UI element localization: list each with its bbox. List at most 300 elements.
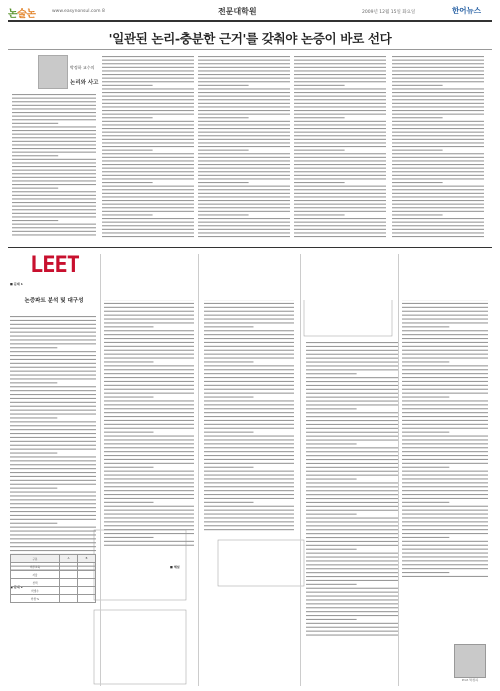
text-line — [392, 142, 484, 143]
text-line — [198, 135, 290, 136]
text-line — [198, 171, 290, 172]
text-line — [402, 455, 488, 456]
text-line — [12, 202, 96, 203]
text-line — [104, 510, 194, 511]
table-cell: 의무교육 — [11, 563, 60, 571]
table-cell: 학생수 — [11, 587, 60, 595]
text-line — [402, 315, 488, 316]
text-line — [402, 463, 488, 464]
text-line — [10, 371, 96, 372]
text-line — [402, 319, 488, 320]
text-line — [204, 361, 254, 362]
table-cell — [78, 563, 96, 571]
text-line — [294, 193, 386, 194]
text-line — [294, 204, 386, 205]
headline-rule — [8, 49, 492, 50]
text-line — [306, 603, 398, 604]
text-line — [306, 432, 398, 433]
text-line — [102, 218, 194, 219]
text-line — [10, 324, 96, 325]
text-line — [102, 81, 194, 82]
text-line — [102, 99, 194, 100]
text-line — [204, 467, 254, 468]
text-line — [104, 358, 194, 359]
text-line — [102, 204, 194, 205]
text-line — [12, 188, 58, 189]
column-rule — [300, 254, 301, 686]
text-line — [402, 408, 488, 409]
text-line — [12, 180, 96, 181]
text-line — [204, 393, 294, 394]
text-line — [402, 564, 488, 565]
text-line — [294, 211, 386, 212]
text-line — [104, 322, 194, 323]
text-line — [392, 189, 484, 190]
text-line — [402, 358, 488, 359]
text-line — [104, 478, 194, 479]
text-line — [10, 359, 96, 360]
text-line — [102, 189, 194, 190]
text-line — [204, 439, 294, 440]
text-line — [10, 488, 57, 489]
text-line — [306, 506, 398, 507]
text-line — [12, 148, 96, 149]
text-line — [104, 459, 194, 460]
text-line — [402, 549, 488, 550]
text-line — [204, 420, 294, 421]
text-line — [198, 150, 249, 151]
text-line — [102, 207, 194, 208]
brand-logo[interactable] — [8, 5, 50, 20]
text-line — [306, 354, 398, 355]
text-line — [104, 404, 194, 405]
text-line — [294, 157, 386, 158]
text-line — [306, 549, 357, 550]
text-line — [392, 204, 484, 205]
text-line — [392, 186, 484, 187]
text-line — [198, 56, 290, 57]
text-line — [402, 510, 488, 511]
text-line — [10, 445, 96, 446]
text-line — [392, 193, 484, 194]
text-line — [402, 439, 488, 440]
table-cell — [60, 579, 78, 587]
text-line — [402, 541, 488, 542]
text-line — [392, 171, 484, 172]
text-line — [204, 303, 294, 304]
text-line — [204, 322, 294, 323]
text-line — [104, 428, 194, 429]
text-line — [306, 568, 398, 569]
text-line — [198, 229, 290, 230]
text-line — [402, 307, 488, 308]
text-line — [204, 428, 294, 429]
text-line — [198, 182, 249, 183]
text-line — [306, 482, 398, 483]
text-line — [104, 385, 194, 386]
text-line — [402, 361, 449, 362]
text-line — [204, 490, 294, 491]
text-line — [294, 85, 345, 86]
text-line — [198, 200, 290, 201]
text-line — [198, 222, 290, 223]
problem2-label: ■ 문제 2 — [10, 585, 23, 589]
text-line — [12, 173, 96, 174]
text-line — [12, 112, 96, 113]
text-line — [12, 152, 96, 153]
text-line — [198, 92, 290, 93]
text-line — [10, 527, 96, 528]
text-line — [294, 200, 386, 201]
text-line — [402, 451, 488, 452]
text-line — [204, 447, 294, 448]
text-line — [204, 506, 294, 507]
text-line — [294, 81, 386, 82]
table-cell — [60, 595, 78, 603]
text-line — [294, 175, 386, 176]
text-line — [10, 336, 96, 337]
text-line — [306, 377, 398, 378]
text-line — [392, 70, 484, 71]
text-line — [12, 162, 96, 163]
text-line — [306, 510, 398, 511]
text-line — [306, 580, 398, 581]
text-line — [104, 412, 194, 413]
table-header: A — [60, 555, 78, 563]
text-line — [104, 350, 194, 351]
text-line — [12, 101, 96, 102]
text-line — [402, 525, 488, 526]
text-line — [294, 128, 386, 129]
text-line — [306, 592, 398, 593]
text-line — [10, 398, 96, 399]
text-line — [204, 315, 294, 316]
text-line — [294, 225, 386, 226]
text-line — [294, 132, 386, 133]
text-line — [102, 103, 194, 104]
text-line — [10, 347, 57, 348]
text-line — [102, 60, 194, 61]
text-line — [10, 456, 96, 457]
table-cell — [78, 595, 96, 603]
text-line — [104, 365, 194, 366]
text-line — [204, 432, 254, 433]
text-line — [402, 428, 488, 429]
text-line — [104, 377, 194, 378]
text-line — [402, 377, 488, 378]
text-line — [402, 365, 488, 366]
text-line — [306, 584, 357, 585]
text-line — [10, 507, 96, 508]
site-url-text: www.easynonsul.com — [52, 9, 101, 14]
text-line — [104, 393, 194, 394]
text-line — [392, 139, 484, 140]
text-line — [12, 224, 96, 225]
text-line — [10, 378, 96, 379]
text-line — [198, 196, 290, 197]
site-url[interactable] — [52, 9, 105, 14]
text-line — [204, 346, 294, 347]
paper-logo: 한어뉴스 — [452, 6, 481, 15]
text-line — [198, 117, 249, 118]
text-line — [10, 484, 96, 485]
text-line — [104, 475, 194, 476]
text-line — [10, 460, 96, 461]
text-line — [102, 193, 194, 194]
table-cell — [60, 587, 78, 595]
text-line — [294, 88, 386, 89]
text-line — [204, 471, 294, 472]
text-line — [12, 220, 58, 221]
text-line — [402, 502, 449, 503]
data-table — [10, 554, 96, 603]
text-line — [204, 385, 294, 386]
text-line — [204, 342, 294, 343]
text-line — [204, 463, 294, 464]
text-line — [306, 486, 398, 487]
text-line — [204, 529, 294, 530]
text-line — [204, 514, 294, 515]
text-line — [102, 186, 194, 187]
text-line — [294, 218, 386, 219]
text-line — [306, 479, 357, 480]
text-line — [102, 196, 194, 197]
text-line — [10, 320, 96, 321]
text-line — [294, 236, 386, 237]
text-line — [392, 56, 484, 57]
text-line — [306, 623, 398, 624]
text-line — [10, 492, 96, 493]
text-line — [102, 110, 194, 111]
text-line — [104, 381, 194, 382]
text-line — [204, 377, 294, 378]
text-line — [10, 343, 96, 344]
text-line — [102, 182, 153, 183]
section-divider — [8, 247, 492, 248]
text-line — [306, 362, 398, 363]
text-line — [10, 328, 96, 329]
text-line — [306, 533, 398, 534]
text-line — [104, 502, 154, 503]
text-line — [198, 78, 290, 79]
text-line — [104, 494, 194, 495]
text-line — [10, 472, 96, 473]
text-line — [392, 124, 484, 125]
column-rule — [198, 254, 199, 686]
text-line — [198, 85, 249, 86]
text-line — [294, 171, 386, 172]
text-line — [294, 196, 386, 197]
text-line — [306, 385, 398, 386]
text-line — [104, 346, 194, 347]
text-line — [402, 467, 449, 468]
text-line — [102, 88, 194, 89]
text-line — [10, 355, 96, 356]
text-line — [12, 144, 96, 145]
article-headline: '일관된 논리-충분한 근거'를 갖춰야 논증이 바로 선다 — [108, 31, 392, 46]
text-line — [12, 177, 96, 178]
text-line — [306, 564, 398, 565]
table-row — [11, 595, 96, 603]
text-line — [294, 135, 386, 136]
text-line — [294, 153, 386, 154]
section-title: 전문대학원 — [218, 7, 257, 16]
text-line — [306, 576, 398, 577]
text-line — [392, 218, 484, 219]
text-line — [402, 560, 488, 561]
text-line — [10, 515, 96, 516]
text-line — [104, 319, 194, 320]
text-line — [294, 114, 386, 115]
text-line — [104, 326, 154, 327]
text-line — [204, 482, 294, 483]
author-name: 박정하 교수의 — [70, 65, 95, 70]
text-line — [392, 196, 484, 197]
text-line — [102, 211, 194, 212]
text-line — [402, 436, 488, 437]
text-line — [402, 553, 488, 554]
text-line — [12, 116, 96, 117]
text-line — [294, 164, 386, 165]
column-title: 논리와 사고 — [70, 80, 99, 86]
text-line — [402, 533, 488, 534]
text-line — [10, 464, 96, 465]
text-line — [102, 63, 194, 64]
text-line — [402, 400, 488, 401]
text-line — [12, 130, 96, 131]
text-line — [294, 67, 386, 68]
text-line — [198, 146, 290, 147]
text-line — [204, 455, 294, 456]
text-line — [204, 486, 294, 487]
text-line — [392, 207, 484, 208]
text-line — [104, 436, 194, 437]
text-line — [204, 373, 294, 374]
text-line — [402, 424, 488, 425]
text-line — [392, 96, 484, 97]
text-line — [306, 346, 398, 347]
text-line — [198, 114, 290, 115]
text-line — [104, 463, 194, 464]
text-line — [198, 106, 290, 107]
text-line — [402, 545, 488, 546]
text-line — [104, 443, 194, 444]
text-line — [10, 538, 96, 539]
text-line — [306, 607, 398, 608]
text-line — [204, 326, 254, 327]
text-line — [104, 521, 194, 522]
text-line — [102, 160, 194, 161]
text-line — [204, 459, 294, 460]
text-line — [104, 533, 194, 534]
text-line — [104, 439, 194, 440]
text-line — [402, 514, 488, 515]
text-line — [12, 159, 96, 160]
text-line — [104, 354, 194, 355]
text-line — [198, 88, 290, 89]
text-line — [102, 168, 194, 169]
text-line — [104, 545, 194, 546]
text-line — [204, 436, 294, 437]
text-line — [10, 339, 96, 340]
text-line — [392, 160, 484, 161]
text-line — [12, 155, 58, 156]
text-line — [104, 471, 194, 472]
text-line — [10, 367, 96, 368]
text-line — [306, 451, 398, 452]
text-line — [392, 164, 484, 165]
text-line — [104, 330, 194, 331]
author-caption: Prof. 박정하 — [461, 678, 479, 682]
text-line — [402, 381, 488, 382]
table-row — [11, 579, 96, 587]
text-line — [102, 74, 194, 75]
text-line — [402, 432, 449, 433]
text-line — [12, 206, 96, 207]
text-line — [402, 322, 488, 323]
text-line — [104, 467, 154, 468]
text-line — [12, 209, 96, 210]
text-line — [306, 428, 398, 429]
text-line — [104, 498, 194, 499]
text-line — [104, 506, 194, 507]
text-line — [294, 106, 386, 107]
problem-box — [218, 540, 304, 586]
text-line — [12, 94, 96, 95]
text-line — [402, 459, 488, 460]
text-line — [402, 311, 488, 312]
text-line — [306, 537, 398, 538]
text-line — [102, 236, 194, 237]
text-line — [10, 402, 96, 403]
text-line — [10, 351, 96, 352]
text-line — [198, 160, 290, 161]
text-line — [102, 225, 194, 226]
text-line — [104, 311, 194, 312]
table-cell — [78, 571, 96, 579]
table-cell — [78, 579, 96, 587]
text-line — [204, 330, 294, 331]
text-line — [306, 525, 398, 526]
text-line — [306, 401, 398, 402]
text-line — [402, 334, 488, 335]
text-line — [12, 195, 96, 196]
text-line — [10, 375, 96, 376]
text-line — [392, 146, 484, 147]
text-line — [294, 178, 386, 179]
text-line — [104, 397, 154, 398]
text-line — [102, 67, 194, 68]
table-cell — [78, 587, 96, 595]
text-line — [294, 110, 386, 111]
text-line — [198, 63, 290, 64]
text-line — [306, 342, 398, 343]
text-line — [392, 63, 484, 64]
text-line — [102, 121, 194, 122]
text-line — [12, 105, 96, 106]
text-line — [294, 56, 386, 57]
text-line — [102, 178, 194, 179]
text-line — [294, 160, 386, 161]
text-line — [204, 334, 294, 335]
text-line — [198, 70, 290, 71]
text-line — [104, 369, 194, 370]
text-line — [306, 545, 398, 546]
text-line — [198, 164, 290, 165]
text-line — [104, 361, 154, 362]
text-line — [10, 421, 96, 422]
text-line — [204, 525, 294, 526]
